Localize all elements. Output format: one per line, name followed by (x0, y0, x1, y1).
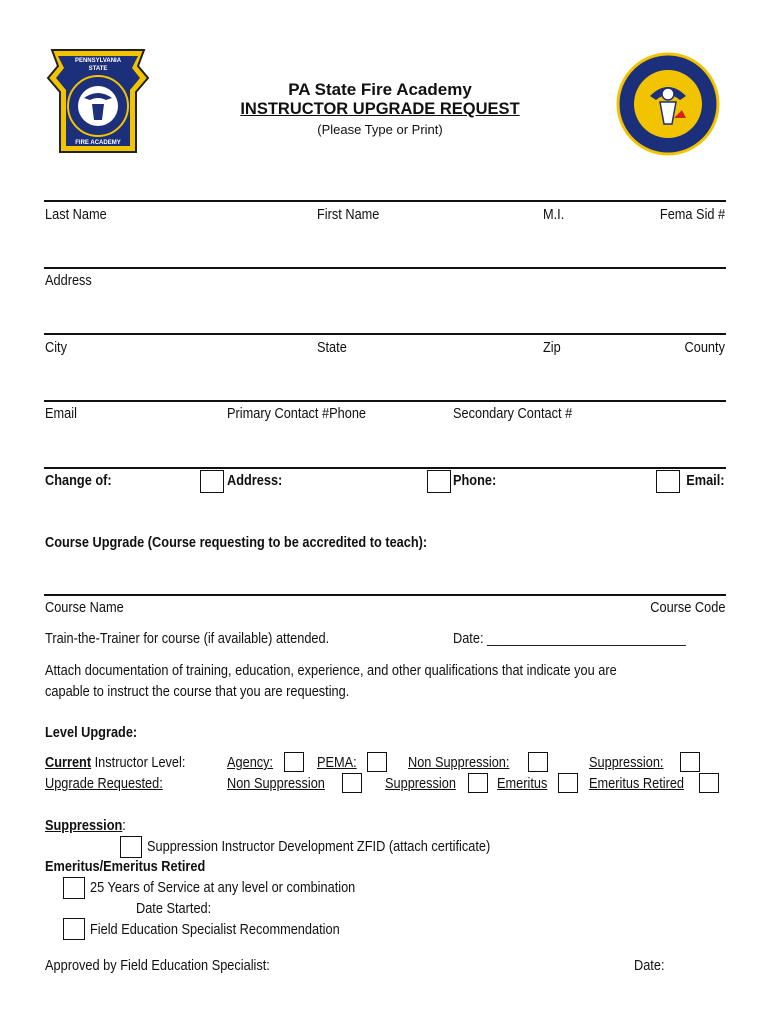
attach-text-line1: Attach documentation of training, education, experience, and other qualifications that indicate you are (45, 663, 617, 679)
divider-row4 (44, 400, 726, 402)
change-address-label: Address: (227, 473, 283, 489)
zip-field[interactable]: Zip (543, 340, 561, 356)
agency-label: Agency: (227, 755, 274, 771)
page-subtitle: INSTRUCTOR UPGRADE REQUEST (240, 100, 520, 118)
divider-row2 (44, 267, 726, 269)
first-name-field[interactable]: First Name (317, 207, 380, 223)
req-supp-label: Suppression (385, 776, 456, 792)
county-field[interactable]: County (684, 340, 725, 356)
pema-checkbox[interactable] (367, 752, 387, 772)
city-field[interactable]: City (45, 340, 67, 356)
logo-left-line1: PENNSYLVANIA (74, 58, 122, 64)
approved-by-field[interactable]: Approved by Field Education Specialist: (45, 958, 270, 974)
level-upgrade-heading: Level Upgrade: (45, 725, 138, 741)
pa-fire-academy-logo (44, 48, 152, 156)
change-of-label: Change of: (45, 473, 112, 489)
emeritus-heading: Emeritus/Emeritus Retired (45, 859, 206, 875)
req-emeritus-retired-label: Emeritus Retired (589, 776, 685, 792)
ttt-date-field[interactable]: Date: ____________________________ (453, 631, 686, 647)
attach-text-line2: capable to instruct the course that you are requesting. (45, 684, 350, 700)
date-started-field[interactable]: Date Started: (136, 901, 212, 917)
suppression-heading (45, 818, 126, 834)
current-supp-checkbox[interactable] (680, 752, 700, 772)
req-emeritus-retired-checkbox[interactable] (699, 773, 719, 793)
change-phone-checkbox[interactable] (427, 470, 451, 493)
req-emeritus-checkbox[interactable] (558, 773, 578, 793)
print-note: (Please Type or Print) (317, 122, 443, 137)
secondary-contact-field[interactable]: Secondary Contact # (453, 406, 573, 422)
req-emeritus-label: Emeritus (497, 776, 548, 792)
upgrade-requested-label: Upgrade Requested: (45, 776, 163, 792)
ttt-label: Train-the-Trainer for course (if available) attended. (45, 631, 330, 647)
email-field[interactable]: Email (45, 406, 77, 422)
approval-date-field[interactable]: Date: (634, 958, 665, 974)
current-supp-label: Suppression: (589, 755, 664, 771)
primary-phone-field[interactable]: Primary Contact #Phone (227, 406, 367, 422)
req-nonsupp-label: Non Suppression (227, 776, 325, 792)
fes-recommendation-label: Field Education Specialist Recommendation (90, 922, 340, 938)
state-field[interactable]: State (317, 340, 347, 356)
req-supp-checkbox[interactable] (468, 773, 488, 793)
years-service-label: 25 Years of Service at any level or combination (90, 880, 356, 896)
agency-checkbox[interactable] (284, 752, 304, 772)
pema-label: PEMA: (317, 755, 357, 771)
current-rest: Instructor Level: (91, 755, 186, 771)
last-name-field[interactable]: Last Name (45, 207, 107, 223)
current-level-label (45, 755, 185, 771)
divider-row1 (44, 200, 726, 202)
fes-recommendation-checkbox[interactable] (63, 918, 85, 940)
address-field[interactable]: Address (45, 273, 92, 289)
divider-row5 (44, 467, 726, 469)
current-word: Current (45, 755, 92, 771)
change-phone-label: Phone: (453, 473, 497, 489)
mi-field[interactable]: M.I. (543, 207, 565, 223)
change-address-checkbox[interactable] (200, 470, 224, 493)
logo-left-line3: FIRE ACADEMY (75, 140, 121, 146)
current-nonsupp-checkbox[interactable] (528, 752, 548, 772)
state-fire-commissioner-seal (616, 52, 720, 156)
zfid-label: Suppression Instructor Development ZFID (attach certificate) (147, 839, 491, 855)
change-email-checkbox[interactable] (656, 470, 680, 493)
change-email-label: Email: (686, 473, 725, 489)
suppression-colon: : (122, 818, 126, 834)
course-upgrade-heading: Course Upgrade (Course requesting to be accredited to teach): (45, 535, 428, 551)
suppression-word: Suppression (45, 818, 123, 834)
logo-left-line2: STATE (88, 66, 108, 72)
zfid-checkbox[interactable] (120, 836, 142, 858)
req-nonsupp-checkbox[interactable] (342, 773, 362, 793)
course-name-field[interactable]: Course Name (45, 600, 124, 616)
years-service-checkbox[interactable] (63, 877, 85, 899)
course-code-field[interactable]: Course Code (649, 600, 725, 616)
current-nonsupp-label: Non Suppression: (408, 755, 510, 771)
fema-sid-field[interactable]: Fema Sid # (659, 207, 725, 223)
page-title: PA State Fire Academy (288, 80, 472, 99)
divider-row3 (44, 333, 726, 335)
divider-course (44, 594, 726, 596)
